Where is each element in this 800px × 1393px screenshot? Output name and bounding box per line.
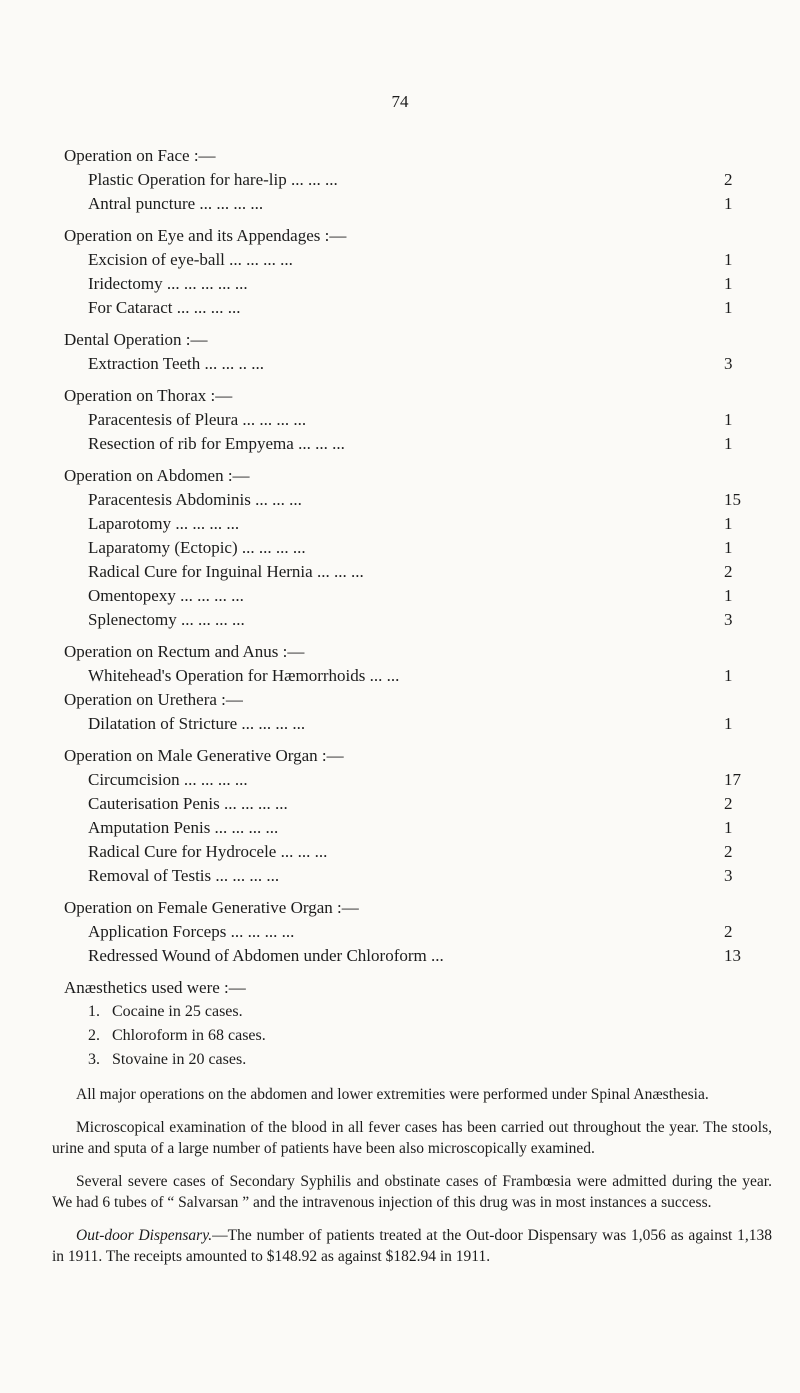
- list-item: [64, 352, 748, 376]
- section-heading: Operation on Male Generative Organ :—: [64, 746, 344, 765]
- item-count: 1: [724, 666, 733, 685]
- item-count: 2: [724, 170, 733, 189]
- item-label: Laparatomy (Ectopic) ... ... ... ...: [88, 538, 306, 557]
- section-heading: Operation on Thorax :—: [64, 386, 233, 405]
- item-count: 2: [724, 562, 733, 581]
- item-label: Splenectomy ... ... ... ...: [88, 610, 245, 629]
- item-count: 1: [724, 714, 733, 733]
- item-count: 3: [724, 866, 733, 885]
- list-item: [64, 712, 748, 736]
- section-face: [64, 144, 748, 216]
- list-item: [64, 560, 748, 584]
- item-label: Iridectomy ... ... ... ... ...: [88, 274, 248, 293]
- item-label: Radical Cure for Hydrocele ... ... ...: [88, 842, 328, 861]
- item-label: Omentopexy ... ... ... ...: [88, 586, 244, 605]
- list-item: [64, 608, 748, 632]
- list-item: [64, 512, 748, 536]
- item-count: 1: [724, 434, 733, 453]
- list-item: [64, 816, 748, 840]
- item-count: 1: [724, 274, 733, 293]
- section-heading: Operation on Eye and its Appendages :—: [64, 226, 347, 245]
- list-item: [64, 920, 748, 944]
- item-label: Dilatation of Stricture ... ... ... ...: [88, 714, 306, 733]
- list-item: [64, 944, 748, 968]
- item-count: 1: [724, 250, 733, 269]
- item-number: 2.: [88, 1027, 100, 1044]
- item-label: Amputation Penis ... ... ... ...: [88, 818, 279, 837]
- list-item: [64, 792, 748, 816]
- body-text: [52, 1084, 772, 1279]
- list-item: [64, 432, 748, 456]
- item-count: 2: [724, 922, 733, 941]
- section-female-generative: [64, 896, 748, 968]
- item-count: 17: [724, 770, 741, 789]
- item-label: Removal of Testis ... ... ... ...: [88, 866, 280, 885]
- section-abdomen: [64, 464, 748, 632]
- item-label: Laparotomy ... ... ... ...: [88, 514, 240, 533]
- item-count: 13: [724, 946, 741, 965]
- section-thorax: [64, 384, 748, 456]
- dispensary-heading: Out-door Dispensary.: [76, 1227, 213, 1244]
- dispensary-text: —The number of patients treated at the Out-door Dispensary was 1,056 as against 1,138 in 1911. The receipts amounted to $148.92 as against $182.94 in 1911.: [52, 1227, 772, 1265]
- item-label: Extraction Teeth ... ... .. ...: [88, 354, 265, 373]
- list-item: [64, 1024, 748, 1048]
- item-count: 1: [724, 586, 733, 605]
- paragraph: Several severe cases of Secondary Syphilis and obstinate cases of Frambœsia were admitted during the year. We had 6 tubes of “ Salvarsan ” and the intravenous injection of this drug was in most instances a success.: [52, 1173, 772, 1211]
- list-item: [64, 1000, 748, 1024]
- item-label: Paracentesis of Pleura ... ... ... ...: [88, 410, 307, 429]
- item-label: Cauterisation Penis ... ... ... ...: [88, 794, 288, 813]
- dispensary-paragraph: [52, 1225, 772, 1267]
- item-count: 1: [724, 298, 733, 317]
- list-item: [64, 840, 748, 864]
- section-dental: [64, 328, 748, 376]
- item-label: Redressed Wound of Abdomen under Chloroform ...: [88, 946, 444, 965]
- item-text: Stovaine in 20 cases.: [112, 1051, 247, 1068]
- item-text: Chloroform in 68 cases.: [112, 1027, 266, 1044]
- list-item: [64, 768, 748, 792]
- item-label: For Cataract ... ... ... ...: [88, 298, 241, 317]
- item-count: 2: [724, 794, 733, 813]
- list-item: [64, 168, 748, 192]
- list-item: [64, 192, 748, 216]
- item-text: Cocaine in 25 cases.: [112, 1003, 243, 1020]
- item-count: 15: [724, 490, 741, 509]
- item-count: 1: [724, 410, 733, 429]
- item-label: Radical Cure for Inguinal Hernia ... ... ...: [88, 562, 364, 581]
- list-item: [64, 296, 748, 320]
- list-item: [64, 408, 748, 432]
- section-heading: Operation on Urethera :—: [64, 690, 243, 709]
- item-label: Whitehead's Operation for Hæmorrhoids ... ...: [88, 666, 400, 685]
- section-heading: Anæsthetics used were :—: [64, 978, 246, 997]
- item-count: 3: [724, 610, 733, 629]
- anaesthetics-section: [64, 976, 748, 1072]
- item-count: 1: [724, 194, 733, 213]
- list-item: [64, 584, 748, 608]
- list-item: [64, 864, 748, 888]
- item-label: Resection of rib for Empyema ... ... ...: [88, 434, 345, 453]
- list-item: [64, 664, 748, 688]
- section-heading: Operation on Female Generative Organ :—: [64, 898, 359, 917]
- item-label: Circumcision ... ... ... ...: [88, 770, 248, 789]
- item-label: Application Forceps ... ... ... ...: [88, 922, 295, 941]
- item-label: Plastic Operation for hare-lip ... ... ...: [88, 170, 338, 189]
- paragraph: Microscopical examination of the blood in all fever cases has been carried out throughout the year. The stools, urine and sputa of a large number of patients have been also microscopically examined.: [52, 1119, 772, 1157]
- section-rectum: [64, 640, 748, 688]
- list-item: [64, 272, 748, 296]
- operations-list: [64, 144, 748, 1072]
- item-count: 1: [724, 538, 733, 557]
- section-heading: Operation on Face :—: [64, 146, 216, 165]
- item-count: 2: [724, 842, 733, 861]
- list-item: [64, 248, 748, 272]
- list-item: [64, 1048, 748, 1072]
- page-number: 74: [391, 92, 409, 111]
- list-item: [64, 536, 748, 560]
- section-urethera: [64, 688, 748, 736]
- section-heading: Dental Operation :—: [64, 330, 208, 349]
- item-number: 1.: [88, 1003, 100, 1020]
- item-count: 1: [724, 514, 733, 533]
- item-label: Paracentesis Abdominis ... ... ...: [88, 490, 302, 509]
- paragraph: All major operations on the abdomen and lower extremities were performed under Spinal Anæsthesia.: [76, 1086, 709, 1103]
- section-heading: Operation on Rectum and Anus :—: [64, 642, 305, 661]
- item-label: Antral puncture ... ... ... ...: [88, 194, 264, 213]
- list-item: [64, 488, 748, 512]
- item-count: 3: [724, 354, 733, 373]
- item-label: Excision of eye-ball ... ... ... ...: [88, 250, 293, 269]
- section-eye: [64, 224, 748, 320]
- section-male-generative: [64, 744, 748, 888]
- item-number: 3.: [88, 1051, 100, 1068]
- item-count: 1: [724, 818, 733, 837]
- section-heading: Operation on Abdomen :—: [64, 466, 250, 485]
